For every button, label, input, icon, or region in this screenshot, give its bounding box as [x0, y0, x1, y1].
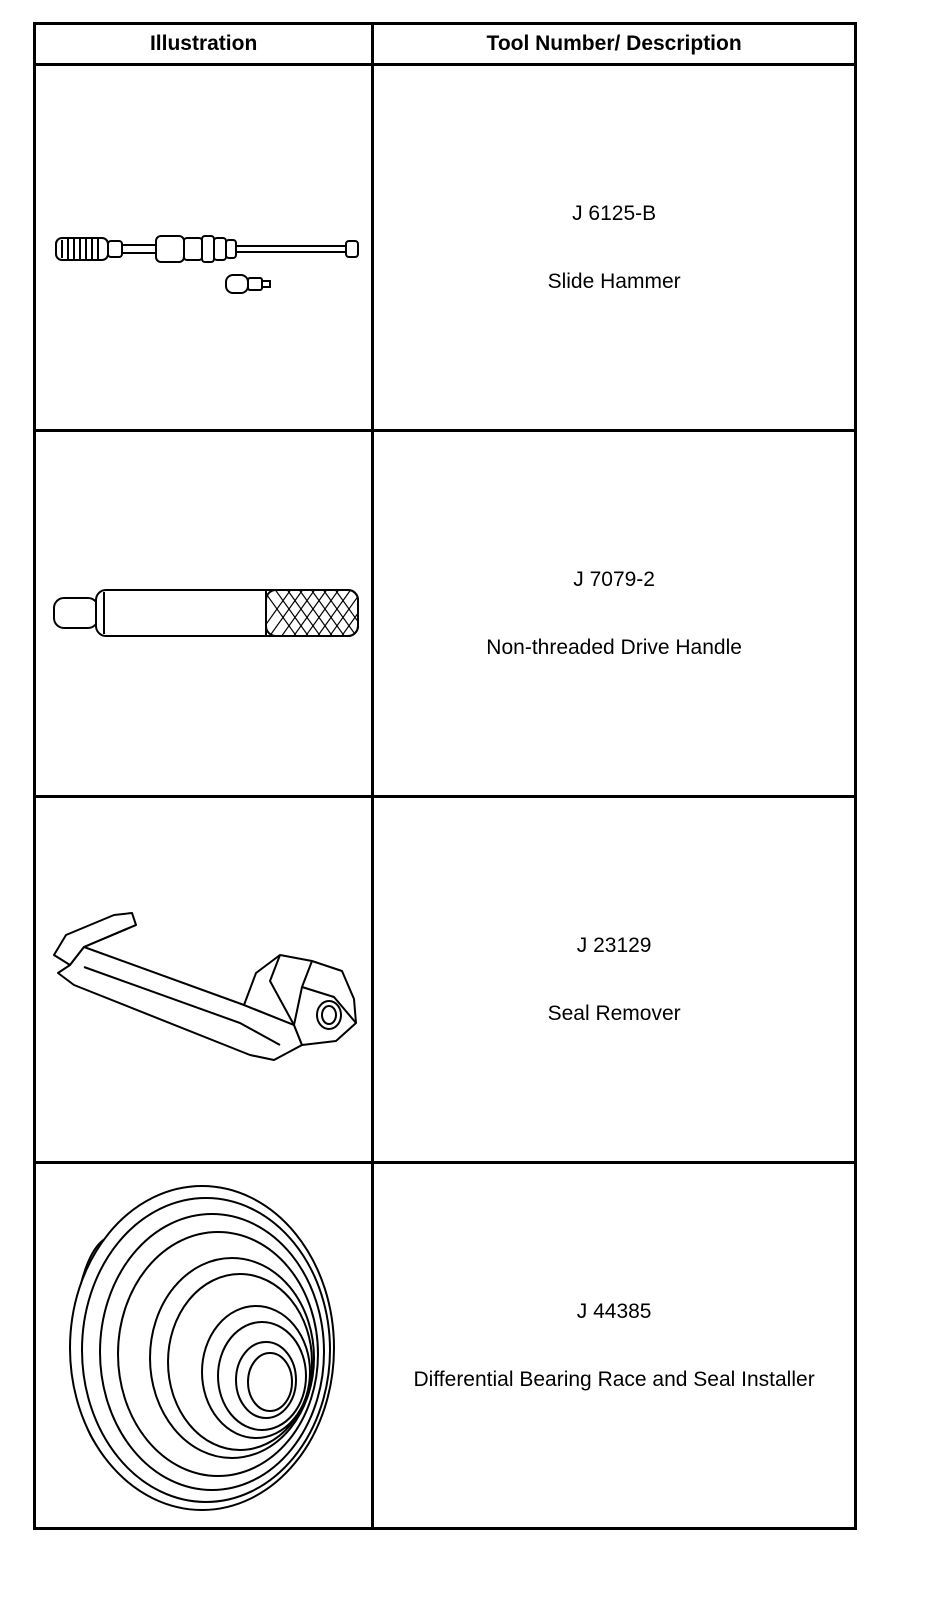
- tool-table: [33, 22, 857, 1530]
- illustration-cell: [35, 431, 373, 797]
- tool-description: Differential Bearing Race and Seal Installer: [413, 1367, 815, 1391]
- drive-handle-icon: [44, 564, 364, 664]
- tool-number: J 6125-B: [572, 202, 657, 226]
- description-cell: [373, 797, 856, 1163]
- race-seal-installer-icon: [44, 1176, 364, 1516]
- header-row: [35, 24, 856, 65]
- tool-number: J 44385: [576, 1300, 652, 1324]
- tool-number: J 23129: [576, 934, 652, 958]
- illustration-cell: [35, 1163, 373, 1529]
- illustration-cell: [35, 797, 373, 1163]
- tool-header: Tool Number/ Description: [373, 24, 856, 65]
- seal-remover-icon: [44, 895, 364, 1065]
- table-row: [35, 1163, 856, 1529]
- description-cell: [373, 431, 856, 797]
- slide-hammer-icon: [44, 188, 364, 308]
- tool-description: Seal Remover: [547, 1001, 681, 1025]
- tool-description: Slide Hammer: [547, 269, 681, 293]
- table-row: [35, 65, 856, 431]
- tool-description: Non-threaded Drive Handle: [486, 635, 742, 659]
- table-row: [35, 797, 856, 1163]
- illustration-header: Illustration: [35, 24, 373, 65]
- illustration-cell: [35, 65, 373, 431]
- description-cell: [373, 1163, 856, 1529]
- tool-number: J 7079-2: [573, 568, 655, 592]
- table-row: [35, 431, 856, 797]
- description-cell: [373, 65, 856, 431]
